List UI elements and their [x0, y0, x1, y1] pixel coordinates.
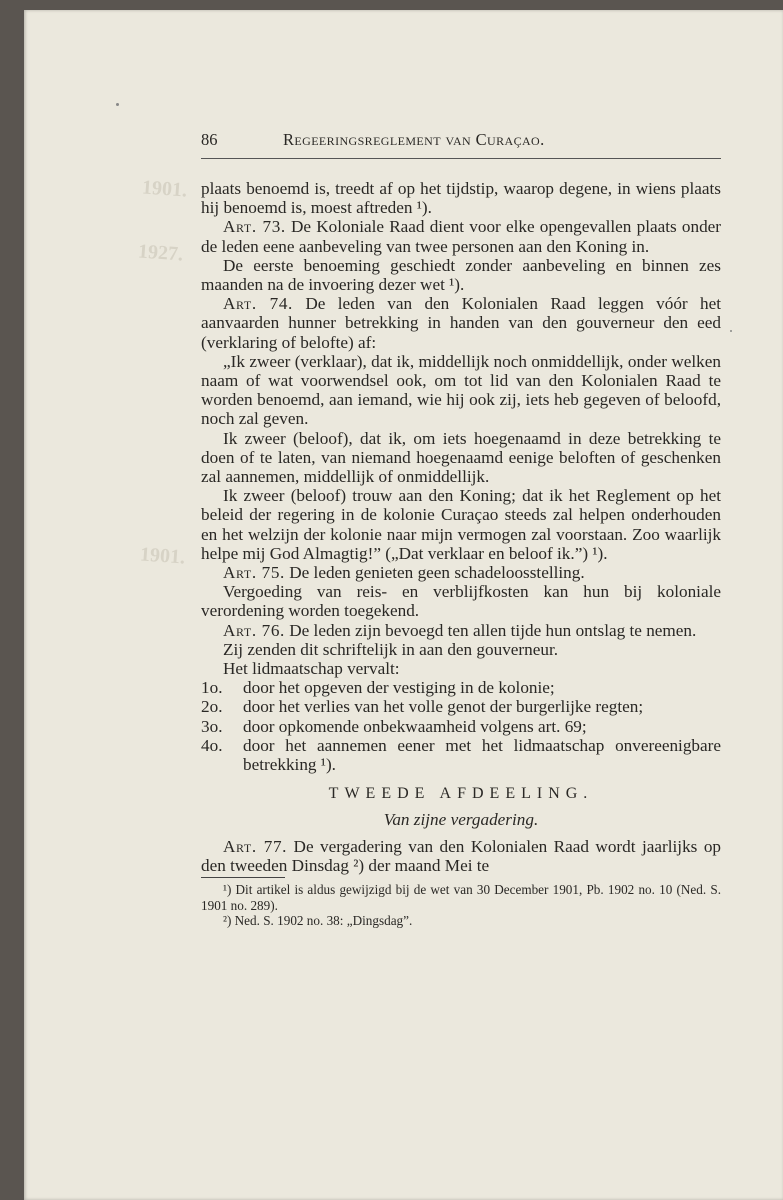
list-number: 2o. — [201, 697, 223, 717]
article-76 — [201, 621, 721, 640]
list-number: 1o. — [201, 678, 223, 698]
paper-speck — [116, 103, 119, 106]
article-label: Art. 77. — [223, 836, 288, 856]
article-75 — [201, 563, 721, 582]
article-text: De Koloniale Raad dient voor elke opengevallen plaats onder de leden eene aanbeveling van twee personen aan den Koning in. — [201, 217, 722, 256]
list-text: door opkomende onbekwaamheid volgens art. 69; — [243, 716, 587, 736]
bleed-through-year: 1927. — [137, 240, 184, 266]
section-subheading: Van zijne vergadering. — [383, 809, 539, 829]
bleed-through-year: 1901. — [141, 176, 188, 202]
paper-speck — [730, 330, 732, 332]
article-label: Art. 73. — [223, 217, 286, 237]
article-label: Art. 75. — [223, 563, 285, 583]
list-item — [201, 678, 721, 697]
oath-paragraph: Ik zweer (beloof) trouw aan den Koning; dat ik het Reglement op het beleid der regering in de kolonie Curaçao steeds zal helpen onderhouden en het welzijn der kolonie naar mijn vermogen zal voorstaan. Zoo waarlijk helpe mij God Almagtig!” („Dat verklaar en beloof ik.”) ¹). — [201, 486, 721, 563]
paragraph: Het lidmaatschap vervalt: — [223, 659, 400, 679]
page — [24, 10, 783, 1200]
list-text: door het verlies van het volle genot der burgerlijke regten; — [243, 697, 644, 717]
article-label: Art. 76. — [223, 620, 285, 640]
list-item — [201, 717, 721, 736]
article-text: De leden zijn bevoegd ten allen tijde hun ontslag te nemen. — [284, 620, 697, 640]
article-text: De vergadering van den Kolonialen Raad wordt jaarlijks op den tweeden Dinsdag ²) der maand Mei te — [201, 836, 722, 875]
footnote-rule — [201, 877, 285, 878]
section-heading: TWEEDE AFDEELING. — [328, 785, 594, 803]
text-block — [201, 130, 721, 929]
article-label: Art. 74. — [223, 294, 293, 314]
paragraph: plaats benoemd is, treedt af op het tijdstip, waarop degene, in wiens plaats hij benoemd is, moest aftreden ¹). — [201, 179, 721, 218]
bleed-through-year: 1901. — [139, 543, 186, 569]
list-number: 3o. — [201, 716, 223, 736]
paragraph: Zij zenden dit schriftelijk in aan den gouverneur. — [223, 639, 559, 659]
list-number: 4o. — [201, 735, 223, 755]
page-number: 86 — [201, 130, 218, 149]
list-item — [201, 736, 721, 774]
running-header — [201, 130, 721, 159]
list-text: door het opgeven der vestiging in de kolonie; — [243, 678, 555, 698]
article-77 — [201, 837, 721, 875]
paragraph: De eerste benoeming geschiedt zonder aanbeveling en binnen zes maanden na de invoering dezer wet ¹). — [201, 255, 721, 295]
oath-paragraph: Ik zweer (beloof), dat ik, om iets hoegenaamd in deze betrekking te doen of te laten, van niemand hoegenaamd eenige beloften of geschenken zal aannemen, middellijk of onmiddellijk. — [201, 428, 721, 487]
list-text: door het aannemen eener met het lidmaatschap onvereenigbare betrekking ¹). — [243, 735, 721, 775]
footnote-1: ¹) Dit artikel is aldus gewijzigd bij de wet van 30 December 1901, Pb. 1902 no. 10 (Ned. S. 1901 no. 289). — [201, 882, 721, 913]
article-74 — [201, 294, 721, 352]
article-73 — [201, 217, 721, 255]
article-text: De leden genieten geen schadeloosstelling. — [284, 563, 585, 583]
paragraph: Vergoeding van reis- en verblijfkosten kan hun bij koloniale verordening worden toegekend. — [201, 582, 721, 621]
list-item — [201, 697, 721, 716]
oath-paragraph: „Ik zweer (verklaar), dat ik, middellijk noch onmiddellijk, onder welken naam of wat voorwendsel ook, om tot lid van den Kolonialen Raad te worden benoemd, aan iemand, wie hij ook zij, iets heb gegeven of beloofd, noch zal geven. — [201, 351, 721, 429]
running-title: Regeeringsreglement van Curaçao. — [283, 130, 545, 149]
article-text: De leden van den Kolonialen Raad leggen vóór het aanvaarden hunner betrekking in handen van den gouverneur den eed (verklaring of belofte) af: — [201, 294, 721, 352]
footnote-2: ²) Ned. S. 1902 no. 38: „Dingsdag”. — [223, 913, 413, 929]
